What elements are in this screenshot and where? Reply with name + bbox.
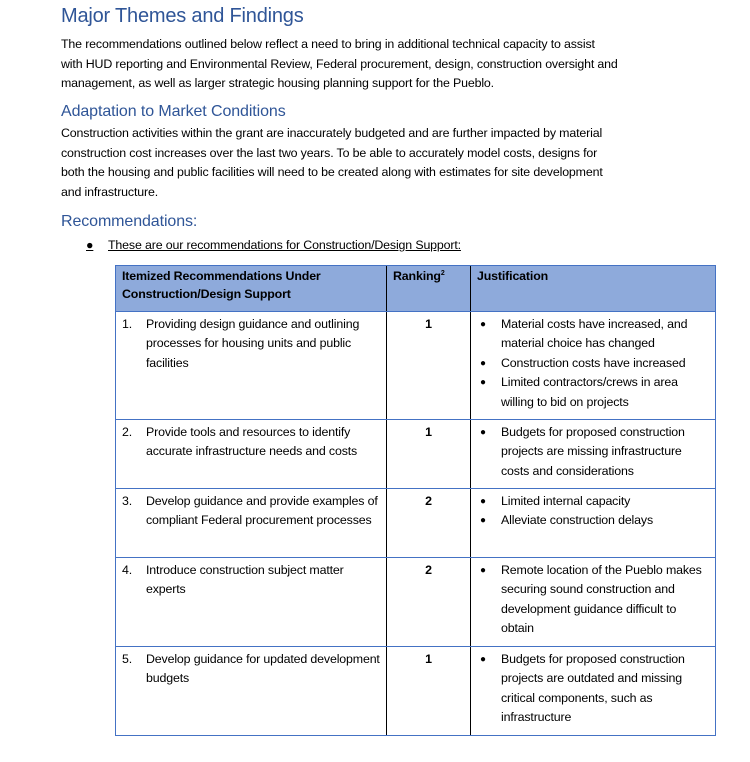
table-header-row [116, 266, 715, 311]
recommendation-text: Provide tools and resources to identify accurate infrastructure needs and costs [146, 425, 358, 459]
table-row [116, 557, 715, 646]
recommendation-cell [116, 558, 386, 646]
recommendation-cell [116, 420, 386, 488]
item-number: 3. [122, 494, 133, 508]
market-paragraph [61, 124, 701, 202]
ranking-cell: 1 [386, 312, 470, 419]
intro-line: with HUD reporting and Environmental Review, Federal procurement, design, construction oversight and [61, 56, 618, 71]
recommendation-text: Providing design guidance and outlining processes for housing units and public facilities [146, 317, 360, 370]
table-row [116, 488, 715, 557]
justification-item: Remote location of the Pueblo makes securing sound construction and development guidance difficult to obtain [501, 563, 702, 636]
recommendation-cell [116, 312, 386, 419]
header-recommendation: Itemized Recommendations Under Construction/Design Support [122, 269, 321, 301]
bullet-dot-icon: ● [480, 319, 486, 330]
heading-recommendations: Recommendations: [61, 213, 198, 230]
header-ranking [386, 266, 470, 311]
justification-item: Budgets for proposed construction projects are missing infrastructure costs and considerations [501, 425, 685, 478]
recommendation-text: Develop guidance for updated development budgets [146, 652, 380, 686]
recommendation-text: Introduce construction subject matter experts [146, 563, 344, 597]
bullet-dot-icon: ● [480, 357, 486, 369]
market-line: and infrastructure. [61, 184, 159, 199]
item-number: 5. [122, 652, 133, 666]
justification-item: Construction costs have increased [501, 355, 686, 370]
justification-item: Budgets for proposed construction projects are outdated and missing critical components, such as infrastructure [501, 652, 685, 725]
bullet-dot-icon: ● [480, 496, 486, 507]
intro-paragraph [61, 35, 701, 94]
justification-item: Limited internal capacity [501, 494, 631, 508]
market-line: construction cost increases over the last two years. To be able to accurately model costs, designs for [61, 145, 598, 160]
justification-cell [470, 647, 715, 735]
bullet-dot-icon: ● [86, 238, 94, 252]
recommendations-intro-text: These are our recommendations for Construction/Design Support: [108, 238, 461, 252]
justification-item: Limited contractors/crews in area willing to bid on projects [501, 375, 678, 409]
ranking-cell: 2 [386, 558, 470, 646]
bullet-dot-icon: ● [480, 654, 486, 665]
intro-line: The recommendations outlined below reflect a need to bring in additional technical capacity to assist [61, 37, 595, 51]
ranking-cell: 2 [386, 489, 470, 557]
item-number: 1. [122, 317, 133, 331]
justification-item: Material costs have increased, and material choice has changed [501, 317, 688, 351]
justification-cell [470, 420, 715, 488]
recommendations-table [115, 265, 716, 736]
justification-cell [470, 489, 715, 557]
ranking-footnote: 2 [440, 269, 445, 277]
recommendation-cell [116, 647, 386, 735]
market-line: Construction activities within the grant are inaccurately budgeted and are further impacted by material [61, 126, 603, 140]
item-number: 4. [122, 563, 133, 577]
bullet-dot-icon: ● [480, 427, 486, 438]
market-line: both the housing and public facilities will need to be created along with estimates for site development [61, 165, 603, 180]
ranking-cell: 1 [386, 420, 470, 488]
heading-major-themes: Major Themes and Findings [61, 5, 304, 27]
bullet-dot-icon: ● [480, 565, 486, 576]
header-ranking-label: Ranking [393, 269, 441, 283]
table-row [116, 311, 715, 419]
intro-line: management, as well as larger strategic housing planning support for the Pueblo. [61, 76, 494, 91]
item-number: 2. [122, 425, 133, 439]
justification-item: Alleviate construction delays [501, 513, 653, 528]
bullet-dot-icon: ● [480, 377, 486, 389]
header-justification: Justification [470, 266, 715, 311]
table-row [116, 646, 715, 735]
ranking-cell: 1 [386, 647, 470, 735]
heading-adaptation-market: Adaptation to Market Conditions [61, 103, 286, 120]
bullet-dot-icon: ● [480, 515, 486, 527]
recommendation-text: Develop guidance and provide examples of compliant Federal procurement processes [146, 494, 378, 528]
justification-cell [470, 558, 715, 646]
recommendations-intro-bullet [86, 236, 461, 254]
recommendation-cell [116, 489, 386, 557]
justification-cell [470, 312, 715, 419]
table-row [116, 419, 715, 488]
